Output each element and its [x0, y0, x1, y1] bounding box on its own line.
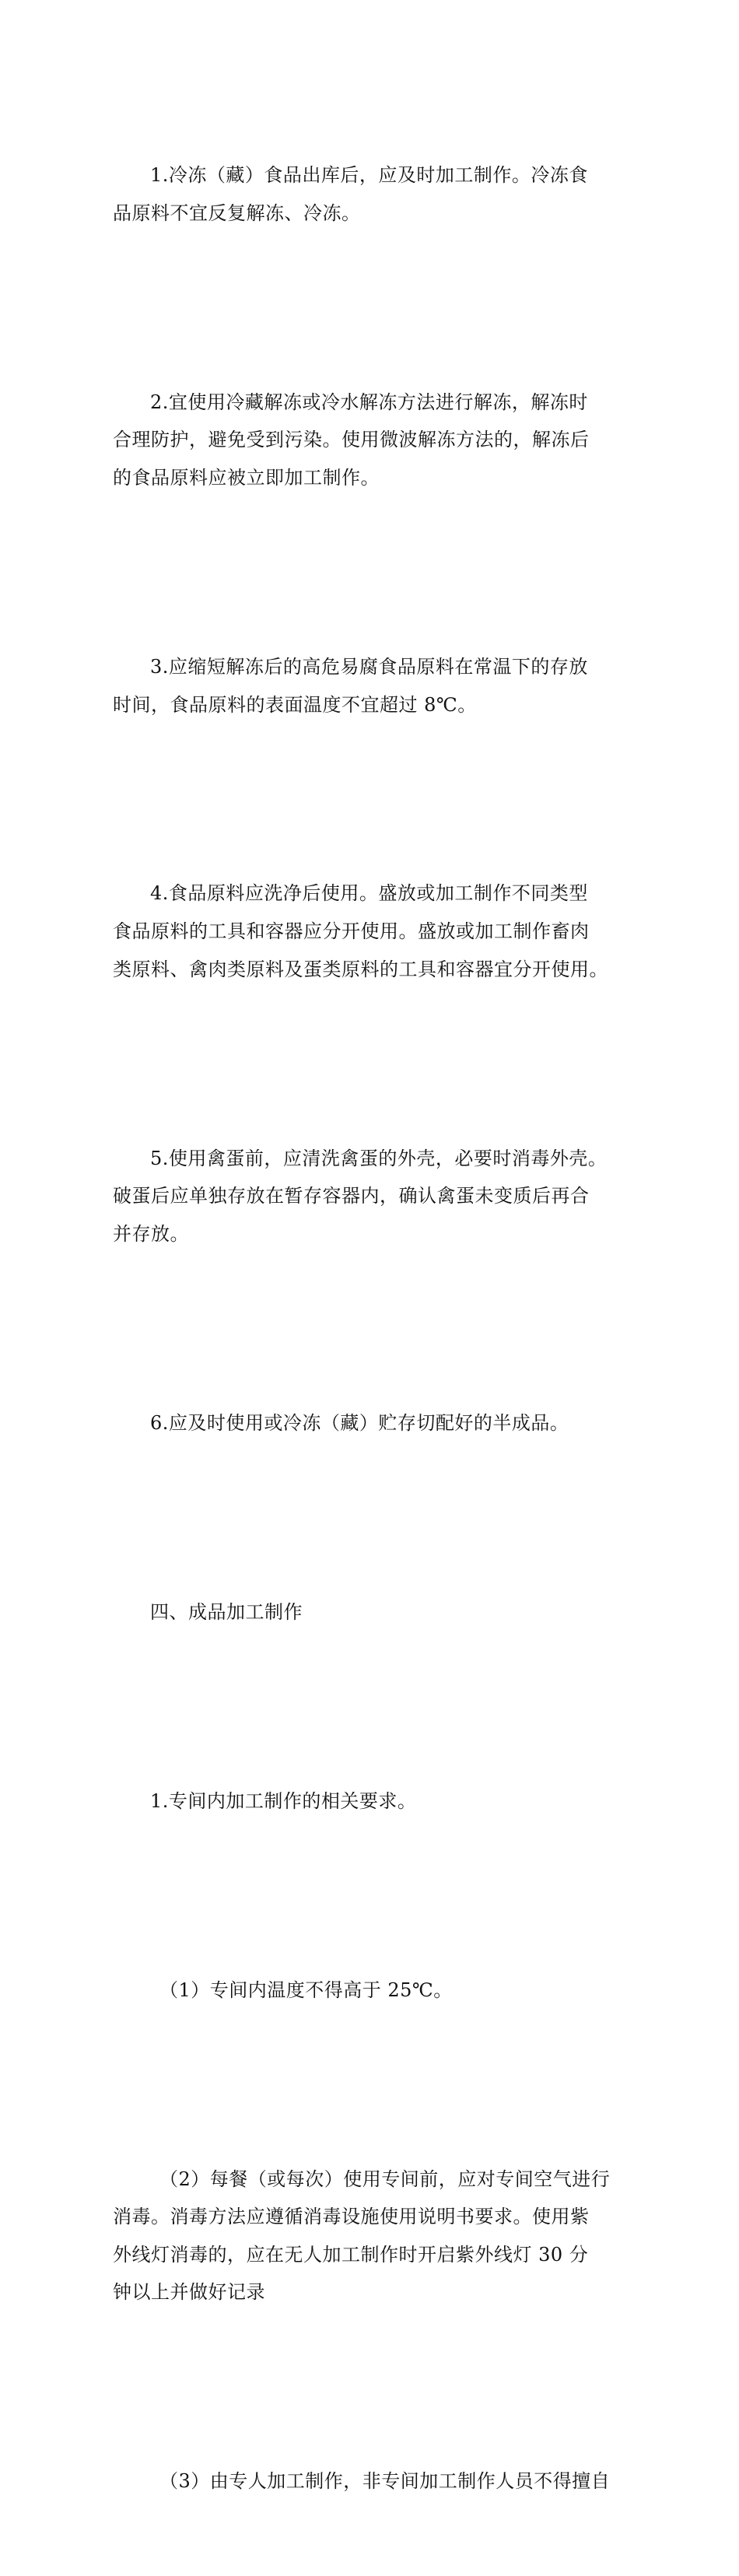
text-line: 四、成品加工制作 — [150, 1600, 303, 1623]
text-line: 外线灯消毒的，应在无人加工制作时开启紫外线灯 30 分 — [113, 2243, 589, 2266]
text-line: （2）每餐（或每次）使用专间前，应对专间空气进行 — [159, 2168, 611, 2190]
paragraph-air-disinfection — [113, 2084, 630, 2387]
text-line: 5.使用禽蛋前，应清洗禽蛋的外壳，必要时消毒外壳。 — [150, 1147, 608, 1169]
text-line: 合理防护，避免受到污染。使用微波解冻方法的，解冻后 — [113, 429, 590, 451]
text-line: （3）由专人加工制作，非专间加工制作人员不得擅自 — [159, 2470, 611, 2493]
text-line: 钟以上并做好记录 — [113, 2281, 265, 2304]
text-line: 6.应及时使用或冷冻（藏）贮存切配好的半成品。 — [150, 1411, 569, 1434]
text-line: 时间，食品原料的表面温度不宜超过 8℃。 — [113, 693, 477, 716]
text-line: （1）专间内温度不得高于 25℃。 — [159, 1978, 453, 2001]
text-line: 食品原料的工具和容器应分开使用。盛放或加工制作畜肉 — [113, 920, 590, 943]
section-heading-finished-products — [113, 1518, 630, 1707]
paragraph-room-temperature-time — [113, 573, 630, 800]
document-body — [113, 81, 630, 2576]
paragraph-room-temperature-limit — [113, 1896, 630, 2085]
text-line: 1.专间内加工制作的相关要求。 — [150, 1789, 417, 1812]
paragraph-thawing-frozen-food — [113, 81, 630, 308]
paragraph-dedicated-staff — [113, 2387, 630, 2576]
paragraph-eggs — [113, 1064, 630, 1328]
text-line: 2.宜使用冷藏解冻或冷水解冻方法进行解冻，解冻时 — [150, 391, 588, 413]
text-line: 1.冷冻（藏）食品出库后，应及时加工制作。冷冻食 — [150, 164, 588, 187]
text-line: 3.应缩短解冻后的高危易腐食品原料在常温下的存放 — [150, 655, 588, 678]
text-line: 并存放。 — [113, 1222, 189, 1245]
text-line: 品原料不宜反复解冻、冷冻。 — [113, 202, 361, 224]
text-line: 类原料、禽肉类原料及蛋类原料的工具和容器宜分开使用。 — [113, 958, 608, 980]
paragraph-special-room-requirements — [113, 1707, 630, 1896]
text-line: 消毒。消毒方法应遵循消毒设施使用说明书要求。使用紫 — [113, 2206, 590, 2228]
text-line: 的食品原料应被立即加工制作。 — [113, 466, 380, 489]
paragraph-semi-finished — [113, 1329, 630, 1518]
text-line: 破蛋后应单独存放在暂存容器内，确认禽蛋未变质后再合 — [113, 1185, 590, 1207]
paragraph-thawing-methods — [113, 308, 630, 573]
paragraph-washing-and-containers — [113, 799, 630, 1064]
text-line: 4.食品原料应洗净后使用。盛放或加工制作不同类型 — [150, 882, 588, 905]
